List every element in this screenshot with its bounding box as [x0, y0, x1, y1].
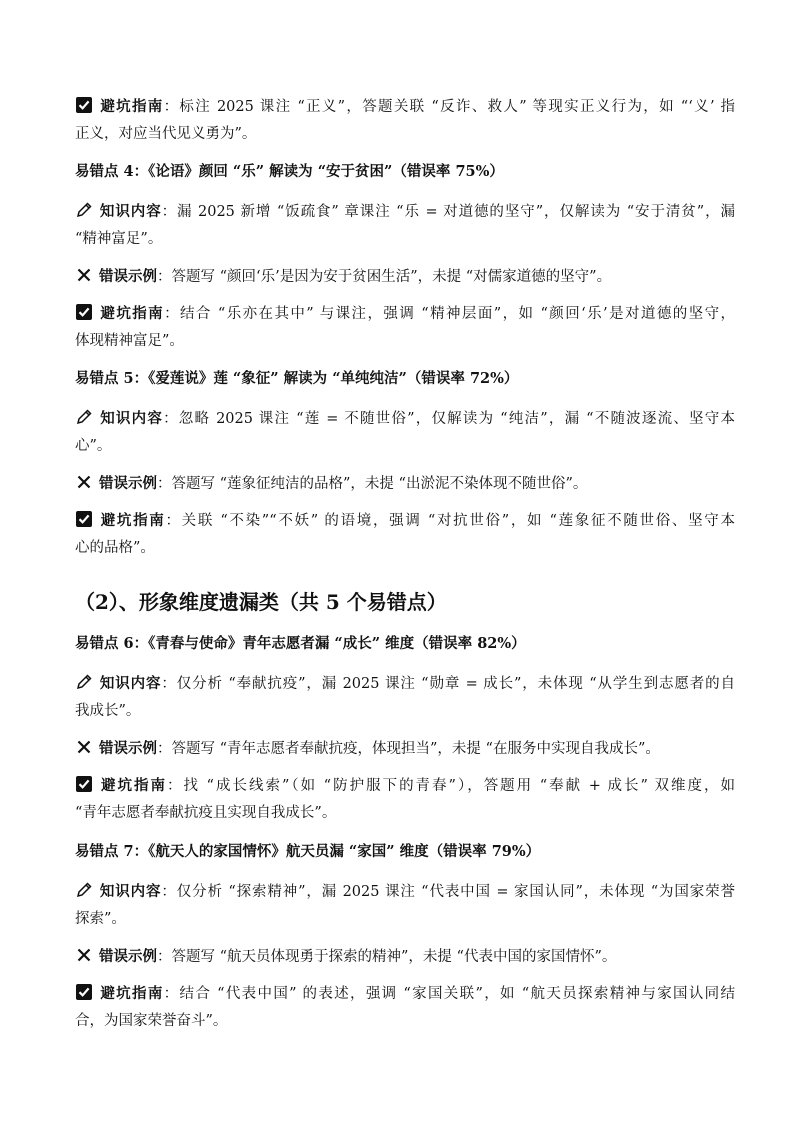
cross-icon [75, 473, 93, 491]
guide-label: 避坑指南 [99, 985, 164, 1002]
cross-icon [75, 738, 93, 756]
knowledge-label: 知识内容 [99, 883, 162, 900]
error-label: 错误示例 [99, 475, 157, 492]
guide-line: 避坑指南：找 “成长线索”（如 “防护服下的青春”），答题用 “奉献 + 成长” 双维度，如 [75, 775, 735, 796]
knowledge-line-cont: 心”。 [75, 438, 112, 454]
knowledge-line: 知识内容：仅分析 “探索精神”，漏 2025 课注 “代表中国 = 家国认同”，未体现 “为国家荣誉 [75, 881, 735, 902]
checkbox-checked-icon [75, 983, 93, 1001]
cross-icon [75, 946, 93, 964]
error-example-line: 错误示例：答题写 “青年志愿者奉献抗疫，体现担当”，未提 “在服务中实现自我成长”。 [75, 738, 735, 759]
error-point-heading: 易错点 5：《爱莲说》莲 “象征” 解读为 “单纯纯洁”（错误率 72%） [75, 370, 519, 387]
error-example-line: 错误示例：答题写 “颜回‘乐’是因为安于贫困生活”，未提 “对儒家道德的坚守”。 [75, 266, 735, 287]
knowledge-line-cont: 探索”。 [75, 911, 126, 927]
guide-label: 避坑指南 [99, 305, 165, 322]
guide-line-cont: 体现精神富足”。 [75, 333, 184, 349]
pencil-icon [75, 881, 93, 899]
guide-line-cont: “青年志愿者奉献抗疫且实现自我成长”。 [75, 805, 337, 821]
knowledge-line: 知识内容：仅分析 “奉献抗疫”，漏 2025 课注 “勋章 = 成长”，未体现 “从学生到志愿者的自 [75, 673, 735, 694]
guide-line-cont: 合，为国家荣誉奋斗”。 [75, 1013, 228, 1029]
error-point-heading: 易错点 7：《航天人的家国情怀》航天员漏 “家国” 维度（错误率 79%） [75, 843, 541, 860]
error-label: 错误示例 [99, 268, 157, 285]
error-label: 错误示例 [99, 740, 157, 757]
pencil-icon [75, 201, 93, 219]
knowledge-line: 知识内容：漏 2025 新增 “饭疏食” 章课注 “乐 = 对道德的坚守”，仅解读为 “安于清贫”，漏 [75, 201, 735, 222]
guide-line-cont: 心的品格”。 [75, 540, 155, 556]
section-heading: （2）、形象维度遗漏类（共 5 个易错点） [75, 590, 447, 614]
guide-line-cont: 正义，对应当代见义勇为”。 [75, 126, 257, 142]
checkbox-checked-icon [75, 510, 93, 528]
checkbox-checked-icon [75, 96, 93, 114]
guide-label: 避坑指南 [99, 777, 167, 794]
pencil-icon [75, 408, 93, 426]
checkbox-checked-icon [75, 303, 93, 321]
knowledge-line-cont: “精神富足”。 [75, 231, 163, 247]
error-example-line: 错误示例：答题写 “莲象征纯洁的品格”，未提 “出淤泥不染体现不随世俗”。 [75, 473, 735, 494]
error-label: 错误示例 [99, 948, 157, 965]
knowledge-label: 知识内容 [99, 203, 162, 220]
knowledge-line: 知识内容：忽略 2025 课注 “莲 = 不随世俗”，仅解读为 “纯洁”，漏 “不随波逐流、坚守本 [75, 408, 735, 429]
knowledge-label: 知识内容 [99, 410, 164, 427]
guide-line: 避坑指南：标注 2025 课注 “正义”，答题关联 “反诈、救人” 等现实正义行为，如 “‘义’ 指 [75, 96, 735, 117]
guide-label: 避坑指南 [99, 512, 166, 529]
knowledge-label: 知识内容 [99, 675, 162, 692]
pencil-icon [75, 673, 93, 691]
guide-line: 避坑指南：结合 “代表中国” 的表述，强调 “家国关联”，如 “航天员探索精神与家国认同结 [75, 983, 735, 1004]
guide-line: 避坑指南：关联 “不染”“不妖” 的语境，强调 “对抗世俗”，如 “莲象征不随世俗、坚守本 [75, 510, 735, 531]
error-point-heading: 易错点 6：《青春与使命》青年志愿者漏 “成长” 维度（错误率 82%） [75, 635, 526, 652]
guide-label: 避坑指南 [99, 98, 164, 115]
guide-line: 避坑指南：结合 “乐亦在其中” 与课注，强调 “精神层面”，如 “颜回‘乐’是对道德的坚守， [75, 303, 735, 324]
knowledge-line-cont: 我成长”。 [75, 703, 141, 719]
error-point-heading: 易错点 4：《论语》颜回 “乐” 解读为 “安于贫困”（错误率 75%） [75, 163, 504, 180]
error-example-line: 错误示例：答题写 “航天员体现勇于探索的精神”，未提 “代表中国的家国情怀”。 [75, 946, 735, 967]
cross-icon [75, 266, 93, 284]
checkbox-checked-icon [75, 775, 93, 793]
